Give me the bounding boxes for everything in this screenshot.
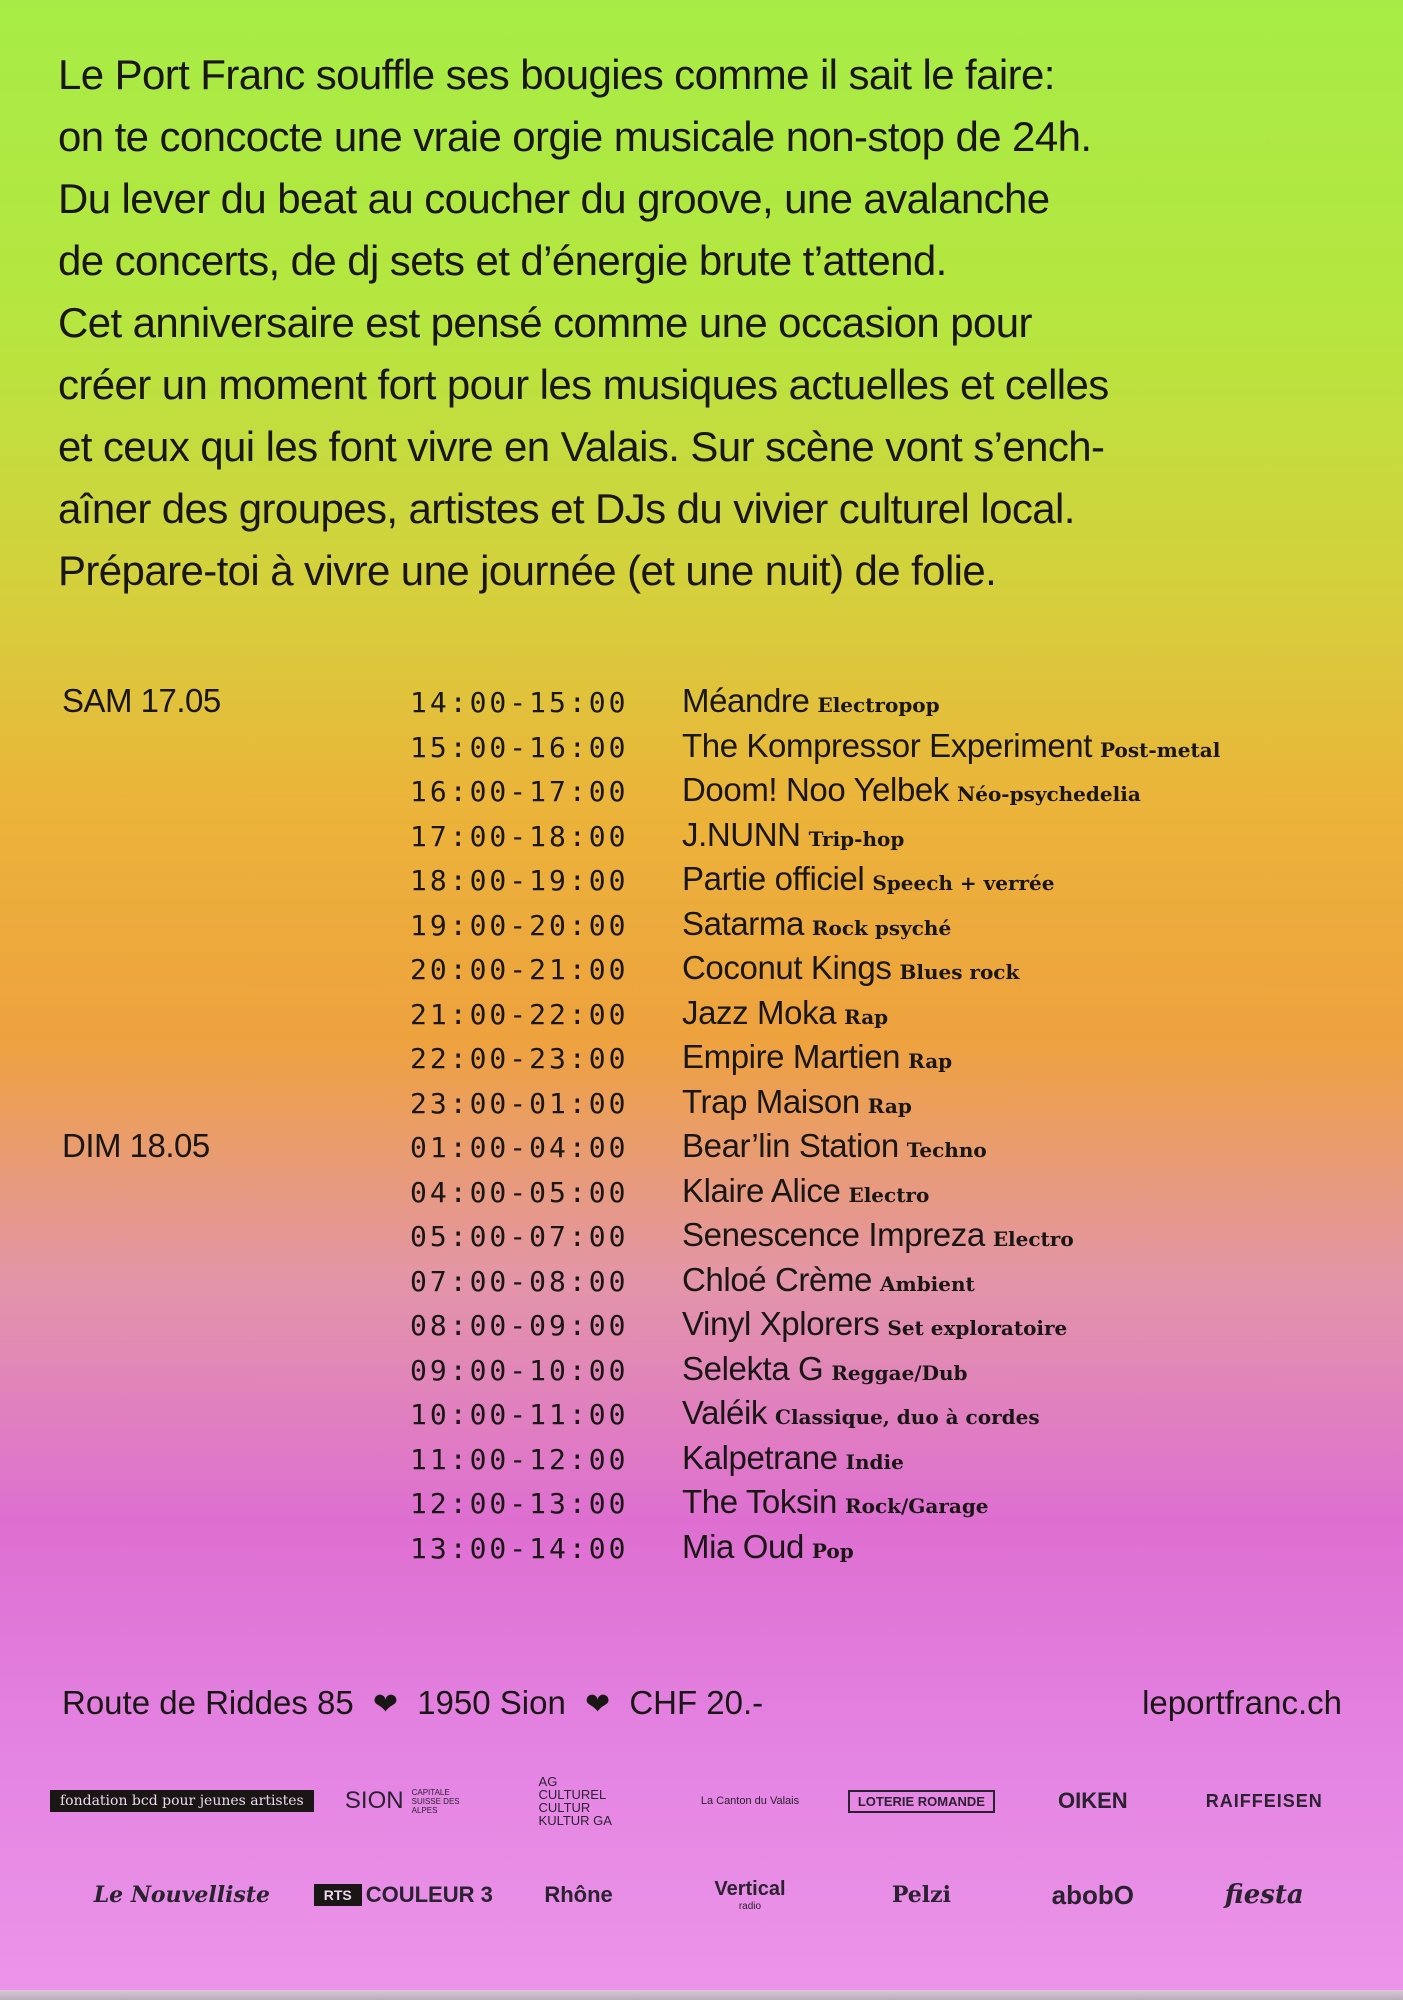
schedule-row bbox=[410, 727, 1220, 772]
address: Route de Riddes 85 bbox=[62, 1684, 354, 1721]
slot-time: 09:00-10:00 bbox=[410, 1353, 629, 1387]
schedule-row bbox=[410, 949, 1220, 994]
schedule-row bbox=[410, 1483, 1220, 1528]
day-label-saturday: SAM 17.05 bbox=[62, 682, 221, 719]
schedule-row bbox=[410, 1394, 1220, 1439]
schedule-row bbox=[410, 1528, 1220, 1573]
sponsor-logos bbox=[50, 1774, 1350, 1918]
sponsor-logo-abobo: abobO bbox=[1051, 1879, 1135, 1910]
artist-name: Empire Martien bbox=[682, 1038, 901, 1075]
city: 1950 Sion bbox=[417, 1684, 566, 1721]
schedule-row bbox=[410, 682, 1220, 727]
intro-line: Prépare-toi à vivre une journée (et une nuit) de folie. bbox=[58, 547, 997, 594]
sponsor-logo-raiffeisen: RAIFFEISEN bbox=[1205, 1790, 1323, 1811]
slot-time: 22:00-23:00 bbox=[410, 1042, 629, 1075]
artist-genre: Trip-hop bbox=[808, 826, 905, 851]
slot-time: 11:00-12:00 bbox=[410, 1442, 629, 1476]
day-label-sunday: DIM 18.05 bbox=[62, 1127, 210, 1164]
artist-genre: Rap bbox=[844, 1004, 889, 1029]
schedule-row bbox=[410, 1305, 1220, 1350]
bottom-edge bbox=[0, 1990, 1403, 2000]
artist-genre: Reggae/Dub bbox=[831, 1360, 968, 1385]
slot-time: 20:00-21:00 bbox=[410, 953, 629, 986]
schedule-list bbox=[410, 682, 1220, 1572]
artist-name: The Kompressor Experiment bbox=[682, 726, 1092, 764]
slot-time: 13:00-14:00 bbox=[410, 1531, 629, 1565]
intro-line: Cet anniversaire est pensé comme une occasion pour bbox=[58, 299, 1032, 346]
schedule-row bbox=[410, 860, 1220, 905]
artist-name: Valéik bbox=[682, 1394, 768, 1431]
artist-name: Coconut Kings bbox=[682, 949, 892, 986]
artist-name: Partie officiel bbox=[682, 860, 865, 897]
schedule-row bbox=[410, 816, 1220, 861]
heart-icon: ❤ bbox=[585, 1688, 611, 1721]
slot-time: 14:00-15:00 bbox=[410, 686, 629, 719]
artist-name: Chloé Crème bbox=[682, 1260, 873, 1298]
slot-time: 19:00-20:00 bbox=[410, 908, 629, 942]
sponsor-logo-pelzi: Pelzi bbox=[891, 1882, 951, 1908]
intro-line: créer un moment fort pour les musiques actuelles et celles bbox=[58, 361, 1109, 408]
artist-name: Selekta G bbox=[682, 1349, 824, 1387]
artist-name: Trap Maison bbox=[682, 1082, 860, 1120]
artist-name: Doom! Noo Yelbek bbox=[682, 771, 949, 808]
artist-name: J.NUNN bbox=[682, 815, 801, 853]
slot-time: 17:00-18:00 bbox=[410, 819, 629, 853]
sponsor-logo-oiken: OIKEN bbox=[1058, 1788, 1128, 1813]
schedule-row bbox=[410, 1216, 1220, 1261]
price: CHF 20.- bbox=[629, 1684, 764, 1721]
artist-genre: Classique, duo à cordes bbox=[775, 1405, 1040, 1429]
intro-line: Le Port Franc souffle ses bougies comme il sait le faire: bbox=[58, 51, 1055, 98]
artist-name: Méandre bbox=[682, 682, 810, 719]
schedule-row bbox=[410, 1083, 1220, 1128]
schedule-row bbox=[410, 1038, 1220, 1083]
heart-icon: ❤ bbox=[372, 1688, 399, 1721]
slot-time: 05:00-07:00 bbox=[410, 1220, 629, 1253]
schedule-row bbox=[410, 994, 1220, 1039]
artist-genre: Electropop bbox=[817, 693, 940, 717]
slot-time: 16:00-17:00 bbox=[410, 775, 629, 808]
artist-genre: Post-metal bbox=[1100, 737, 1221, 762]
schedule-row bbox=[410, 1350, 1220, 1395]
sponsor-logo-sion: SION CAPITALE SUISSE DES ALPES bbox=[344, 1787, 460, 1815]
sponsor-logo-fondation: fondation bcd pour jeunes artistes bbox=[50, 1778, 314, 1824]
artist-genre: Speech + verrée bbox=[872, 871, 1055, 895]
sponsor-logo-vertical: Vertical radio bbox=[714, 1878, 786, 1912]
sponsor-logo-fiesta: fiesta bbox=[1224, 1880, 1304, 1910]
schedule-row bbox=[410, 1172, 1220, 1217]
venue-info bbox=[62, 1684, 763, 1722]
artist-genre: Rock psyché bbox=[811, 915, 952, 940]
intro-line: Du lever du beat au coucher du groove, une avalanche bbox=[58, 175, 1050, 222]
schedule-row bbox=[410, 771, 1220, 816]
sponsor-logo-nouvelliste: Le Nouvelliste bbox=[93, 1882, 270, 1908]
schedule-row bbox=[410, 1261, 1220, 1306]
slot-time: 04:00-05:00 bbox=[410, 1175, 629, 1209]
slot-time: 21:00-22:00 bbox=[410, 997, 629, 1031]
artist-name: Vinyl Xplorers bbox=[682, 1305, 880, 1342]
sponsor-logo-canton-valais: La Canton du Valais bbox=[700, 1794, 800, 1807]
artist-genre: Rap bbox=[867, 1093, 912, 1118]
artist-genre: Set exploratoire bbox=[887, 1316, 1068, 1340]
artist-genre: Néo-psychedelia bbox=[956, 782, 1141, 806]
slot-time: 01:00-04:00 bbox=[410, 1131, 629, 1164]
artist-name: Satarma bbox=[682, 904, 804, 942]
intro-line: aîner des groupes, artistes et DJs du vivier culturel local. bbox=[58, 485, 1075, 532]
artist-genre: Pop bbox=[811, 1538, 854, 1563]
slot-time: 07:00-08:00 bbox=[410, 1264, 629, 1298]
artist-genre: Indie bbox=[845, 1449, 904, 1474]
artist-name: Senescence Impreza bbox=[682, 1216, 985, 1253]
artist-name: Kalpetrane bbox=[682, 1438, 838, 1476]
slot-time: 10:00-11:00 bbox=[410, 1398, 629, 1431]
intro-line: de concerts, de dj sets et d’énergie brute t’attend. bbox=[58, 237, 947, 284]
artist-genre: Blues rock bbox=[899, 960, 1020, 984]
sponsor-logo-ag-culturel: AG CULTUREL CULTUR KULTUR GA bbox=[538, 1774, 612, 1828]
sponsor-logo-loterie-romande: LOTERIE ROMANDE bbox=[836, 1778, 1007, 1824]
artist-genre: Electro bbox=[992, 1227, 1074, 1251]
artist-name: Jazz Moka bbox=[682, 993, 837, 1031]
slot-time: 15:00-16:00 bbox=[410, 730, 629, 764]
schedule-row bbox=[410, 1127, 1220, 1172]
sponsor-logo-couleur3: RTS COULEUR 3 bbox=[314, 1872, 493, 1918]
footer-info bbox=[62, 1684, 1342, 1722]
intro-line: et ceux qui les font vivre en Valais. Sur scène vont s’ench- bbox=[58, 423, 1105, 470]
intro-text bbox=[58, 44, 1358, 602]
artist-genre: Ambient bbox=[880, 1271, 975, 1296]
sponsor-logo-rhone: Rhône bbox=[544, 1882, 613, 1907]
artist-name: Bear’lin Station bbox=[682, 1127, 899, 1164]
artist-genre: Techno bbox=[906, 1138, 987, 1162]
slot-time: 08:00-09:00 bbox=[410, 1309, 629, 1342]
artist-genre: Rock/Garage bbox=[844, 1494, 989, 1518]
slot-time: 12:00-13:00 bbox=[410, 1487, 629, 1520]
artist-name: Mia Oud bbox=[682, 1527, 804, 1565]
slot-time: 23:00-01:00 bbox=[410, 1086, 629, 1120]
artist-genre: Rap bbox=[908, 1049, 953, 1073]
schedule-row bbox=[410, 1439, 1220, 1484]
website-link[interactable]: leportfranc.ch bbox=[1142, 1684, 1342, 1721]
schedule-row bbox=[410, 905, 1220, 950]
intro-line: on te concocte une vraie orgie musicale non-stop de 24h. bbox=[58, 113, 1092, 160]
artist-name: The Toksin bbox=[682, 1483, 837, 1520]
artist-genre: Electro bbox=[848, 1182, 930, 1207]
slot-time: 18:00-19:00 bbox=[410, 864, 629, 897]
artist-name: Klaire Alice bbox=[682, 1171, 841, 1209]
